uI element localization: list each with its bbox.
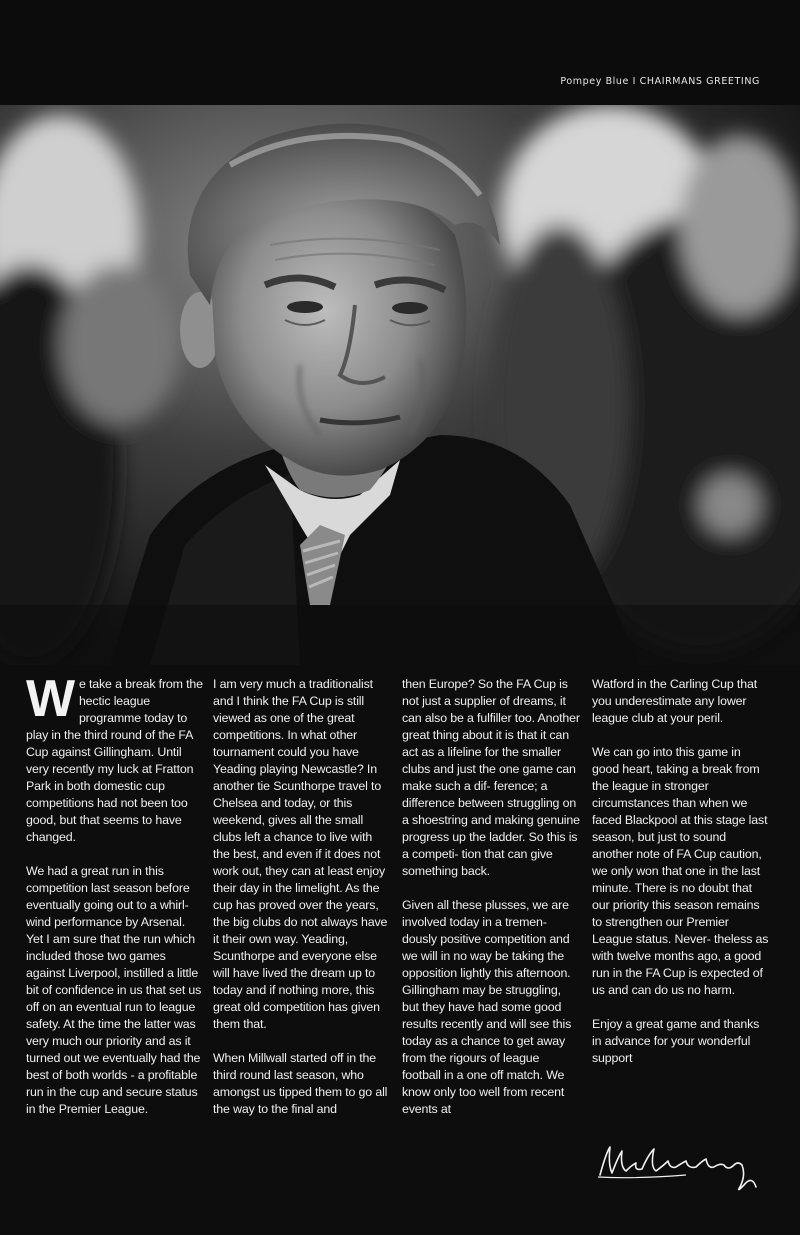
paragraph: Enjoy a great game and thanks in advance for your wonderful support: [592, 1017, 760, 1065]
article-column-4: [592, 676, 770, 1084]
header-bar: [0, 0, 800, 105]
article-column-1: [26, 670, 204, 1135]
drop-cap: W: [26, 670, 75, 728]
paragraph: We can go into this game in good heart, taking a break from the league in stronger circumstances than when we faced Blackpool at this stage last season, but just to sound another note of FA Cup caution, we only won that one in the last minute. There is no doubt that our priority this season remains to strengthen our Premier League status. Never- theless as with twelve months ago, a good run in the FA Cup is expected of us and can do us no harm.: [592, 745, 769, 997]
article-column-3: [402, 676, 580, 1135]
paragraph: I am very much a traditionalist and I think the FA Cup is still viewed as one of the great competitions. In what other tournament could you have Yeading playing Newcastle? In another tie Scunthorpe travel to Chelsea and today, or this weekend, gives all the small clubs left a chance to live with the best, and even if it does not work out, they can at least enjoy their day in the limelight. As the cup has proved over the years, the big clubs do not always have it their own way. Yeading, Scunthorpe and everyone else will have lived the dream up to today and if nothing more, this great old competition has given them that.: [213, 677, 388, 1031]
signature: [596, 1135, 766, 1195]
paragraph: Given all these plusses, we are involved today in a tremen- dously positive competition and we will in no way be taking the opposition lightly this afternoon. Gillingham may be struggling, but they have had some good results recently and will see this today as a chance to get away from the rigours of league football in a one off match. We know only too well from recent events at: [402, 898, 572, 1116]
paragraph: [26, 670, 204, 846]
paragraph: Watford in the Carling Cup that you underestimate any lower league club at your peril.: [592, 677, 758, 725]
paragraph-text: e take a break from the hectic league programme today to play in the third round of the FA Cup against Gillingham. Until very recently my luck at Fratton Park in both domestic cup competitions had not been too good, but that seems to have changed.: [26, 677, 203, 844]
chairman-photo: [0, 105, 800, 665]
section-title: Pompey Blue I CHAIRMANS GREETING: [560, 76, 760, 87]
paragraph: then Europe? So the FA Cup is not just a supplier of dreams, it can also be a fulfiller too. Another great thing about it is that it can act as a lifeline for the smaller clubs and just the one game can make such a dif- ference; a difference between struggling on a shoestring and making genuine progress up the ladder. So this is a competi- tion that can give something back.: [402, 677, 580, 878]
paragraph: We had a great run in this competition last season before eventually going out to a whirl- wind performance by Arsenal. Yet I am sure that the run which included those two games against Liverpool, instilled a little bit of confidence in us that set us off on an eventual run to league safety. At the time the latter was very much our priority and as it turned out we eventually had the best of both worlds - a profitable run in the cup and secure status in the Premier League.: [26, 864, 202, 1116]
article-body: [26, 670, 769, 1196]
article-column-2: [213, 676, 391, 1135]
paragraph: When Millwall started off in the third round last season, who amongst us tipped them to go all the way to the final and: [213, 1051, 388, 1116]
